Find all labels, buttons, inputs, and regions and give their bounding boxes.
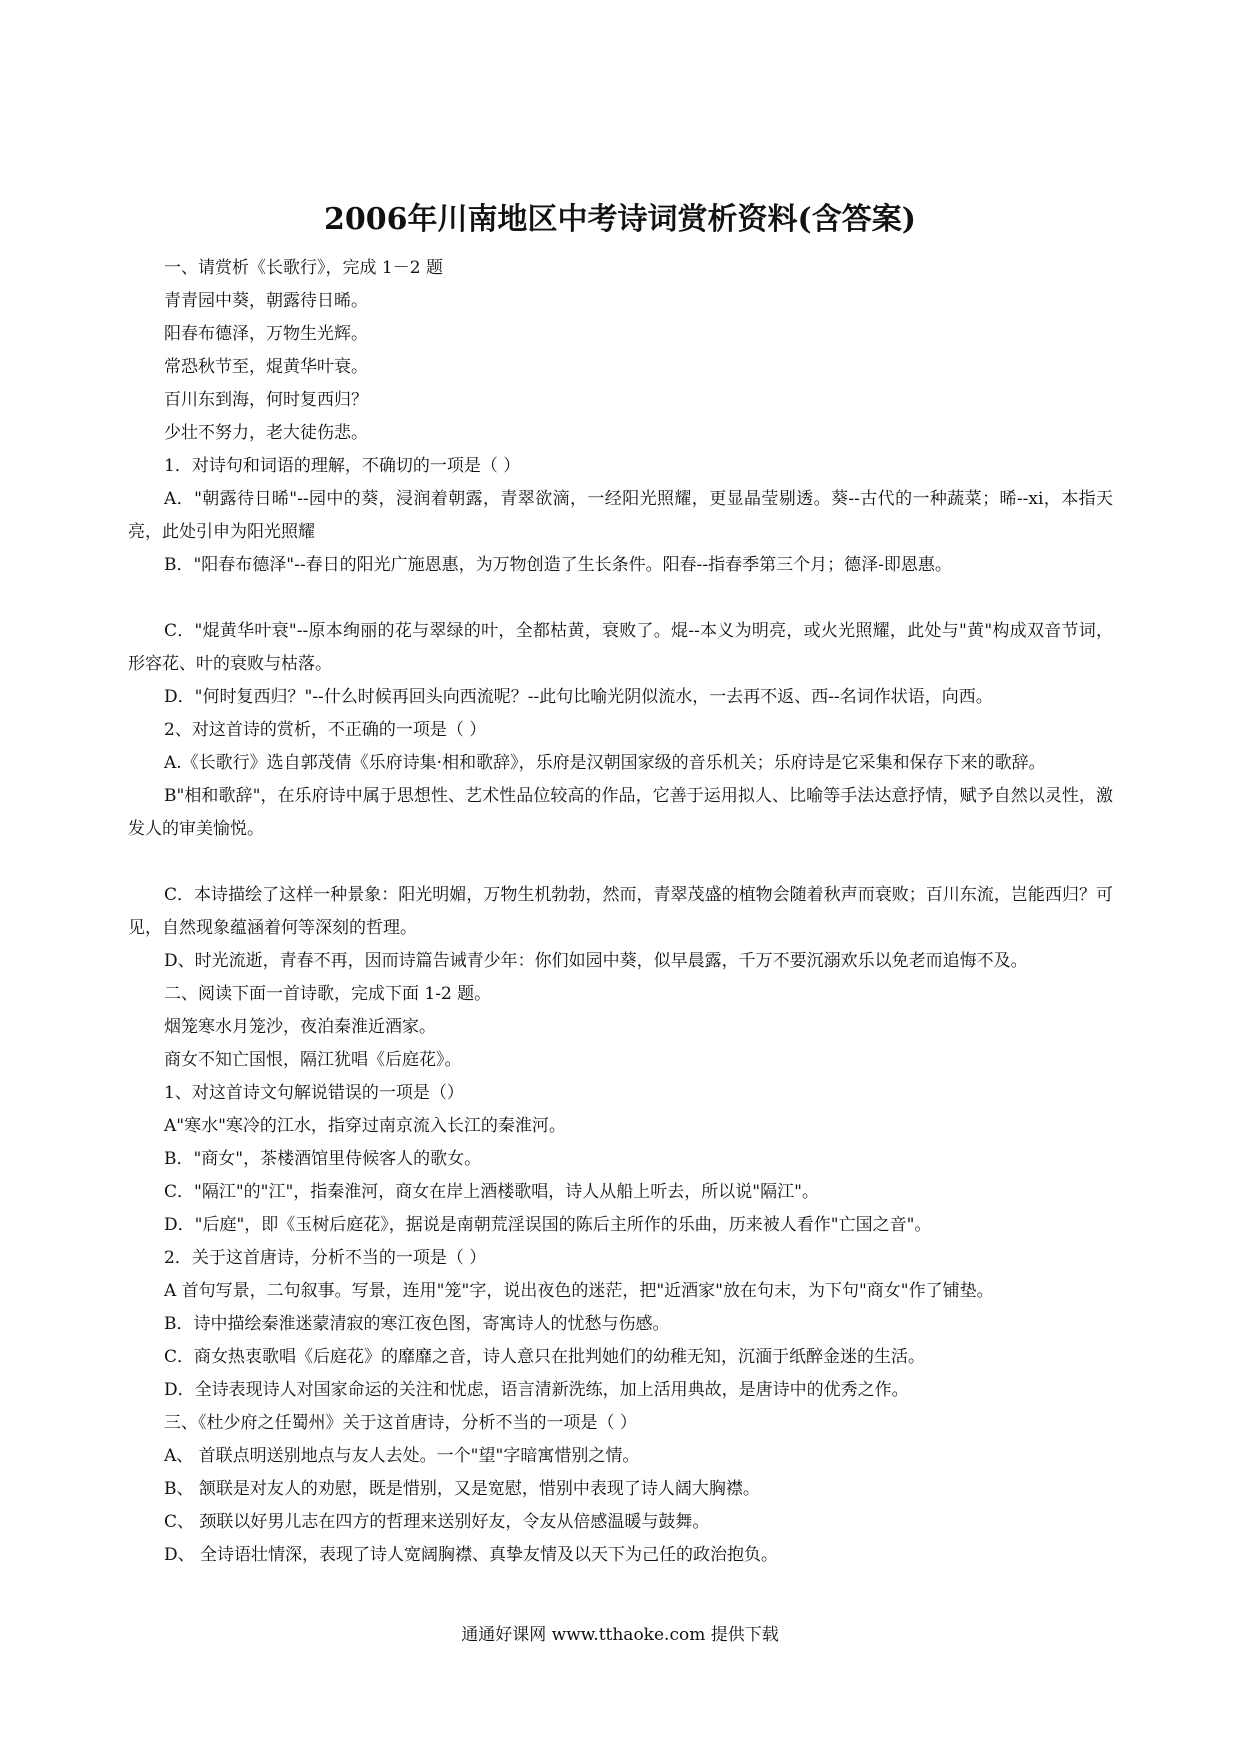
paragraph: A、 首联点明送别地点与友人去处。一个"望"字暗寓惜别之情。	[164, 1446, 640, 1466]
paragraph: 商女不知亡国恨，隔江犹唱《后庭花》。	[164, 1050, 462, 1070]
page-title: 2006年川南地区中考诗词赏析资料(含答案)	[324, 202, 916, 237]
paragraph: 一、请赏析《长歌行》，完成 1－2 题	[164, 258, 443, 278]
paragraph: A．"朝露待日晞"--园中的葵，浸润着朝露，青翠欲滴，一经阳光照耀，更显晶莹剔透。葵--古代的一种蔬菜；晞--xi，本指天亮，此处引申为阳光照耀	[128, 489, 1113, 542]
paragraph: B．诗中描绘秦淮迷蒙清寂的寒江夜色图，寄寓诗人的忧愁与伤感。	[164, 1314, 670, 1334]
paragraph: 二、阅读下面一首诗歌，完成下面 1-2 题。	[164, 984, 492, 1004]
document-body	[128, 252, 1113, 1572]
paragraph: 常恐秋节至，焜黄华叶衰。	[164, 357, 368, 377]
paragraph: A"寒水"寒冷的江水，指穿过南京流入长江的秦淮河。	[164, 1116, 566, 1136]
paragraph: D．全诗表现诗人对国家命运的关注和忧虑，语言清新洗练，加上活用典故，是唐诗中的优秀之作。	[164, 1380, 909, 1400]
paragraph: C．商女热衷歌唱《后庭花》的靡靡之音，诗人意只在批判她们的幼稚无知，沉湎于纸醉金迷的生活。	[164, 1347, 926, 1367]
paragraph: D．"后庭"，即《玉树后庭花》，据说是南朝荒淫误国的陈后主所作的乐曲，历来被人看作"亡国之音"。	[164, 1215, 932, 1235]
page-footer: 通通好课网 www.tthaoke.com 提供下载	[461, 1625, 779, 1645]
paragraph: B、 颔联是对友人的劝慰，既是惜别，又是宽慰，惜别中表现了诗人阔大胸襟。	[164, 1479, 760, 1499]
paragraph: B．"阳春布德泽"--春日的阳光广施恩惠，为万物创造了生长条件。阳春--指春季第三个月；德泽-即恩惠。	[164, 555, 952, 575]
paragraph: 阳春布德泽，万物生光辉。	[164, 324, 368, 344]
paragraph: C．"焜黄华叶衰"--原本绚丽的花与翠绿的叶，全都枯黄，衰败了。焜--本义为明亮，或火光照耀，此处与"黄"构成双音节词，形容花、叶的衰败与枯落。	[128, 621, 1113, 674]
paragraph: D．"何时复西归？"--什么时候再回头向西流呢？--此句比喻光阴似流水，一去再不返、西--名词作状语，向西。	[164, 687, 993, 707]
paragraph: 青青园中葵，朝露待日晞。	[164, 291, 368, 311]
paragraph: 2．关于这首唐诗，分析不当的一项是（ ）	[164, 1248, 487, 1268]
paragraph: 少壮不努力，老大徒伤悲。	[164, 423, 368, 443]
paragraph: 1．对诗句和词语的理解，不确切的一项是（ ）	[164, 456, 521, 476]
paragraph: 百川东到海，何时复西归？	[164, 390, 368, 410]
paragraph: C、 颈联以好男儿志在四方的哲理来送别好友，令友从倍感温暖与鼓舞。	[164, 1512, 710, 1532]
paragraph: C．"隔江"的"江"，指秦淮河，商女在岸上酒楼歌唱，诗人从船上听去，所以说"隔江"。	[164, 1182, 819, 1202]
paragraph: D、 全诗语壮情深，表现了诗人宽阔胸襟、真挚友情及以天下为己任的政治抱负。	[164, 1545, 779, 1565]
paragraph: 1、对这首诗文句解说错误的一项是（）	[164, 1083, 464, 1103]
paragraph: 2、对这首诗的赏析，不正确的一项是（ ）	[164, 720, 487, 740]
paragraph: D、时光流逝，青春不再，因而诗篇告诫青少年：你们如园中葵，似早晨露，千万不要沉溺欢乐以免老而追悔不及。	[164, 951, 1028, 971]
paragraph: A 首句写景，二句叙事。写景，连用"笼"字，说出夜色的迷茫，把"近酒家"放在句末，为下句"商女"作了铺垫。	[164, 1281, 994, 1301]
paragraph: B"相和歌辞"，在乐府诗中属于思想性、艺术性品位较高的作品，它善于运用拟人、比喻等手法达意抒情，赋予自然以灵性，激发人的审美愉悦。	[128, 786, 1113, 839]
paragraph: 三、《杜少府之任蜀州》关于这首唐诗，分析不当的一项是（ ）	[164, 1413, 637, 1433]
paragraph: A.《长歌行》选自郭茂倩《乐府诗集·相和歌辞》，乐府是汉朝国家级的音乐机关；乐府诗是它采集和保存下来的歌辞。	[164, 753, 1046, 773]
paragraph: C．本诗描绘了这样一种景象：阳光明媚，万物生机勃勃，然而，青翠茂盛的植物会随着秋声而衰败；百川东流，岂能西归？可见，自然现象蕴涵着何等深刻的哲理。	[128, 885, 1113, 938]
paragraph: 烟笼寒水月笼沙，夜泊秦淮近酒家。	[164, 1017, 436, 1037]
paragraph: B．"商女"，茶楼酒馆里侍候客人的歌女。	[164, 1149, 482, 1169]
